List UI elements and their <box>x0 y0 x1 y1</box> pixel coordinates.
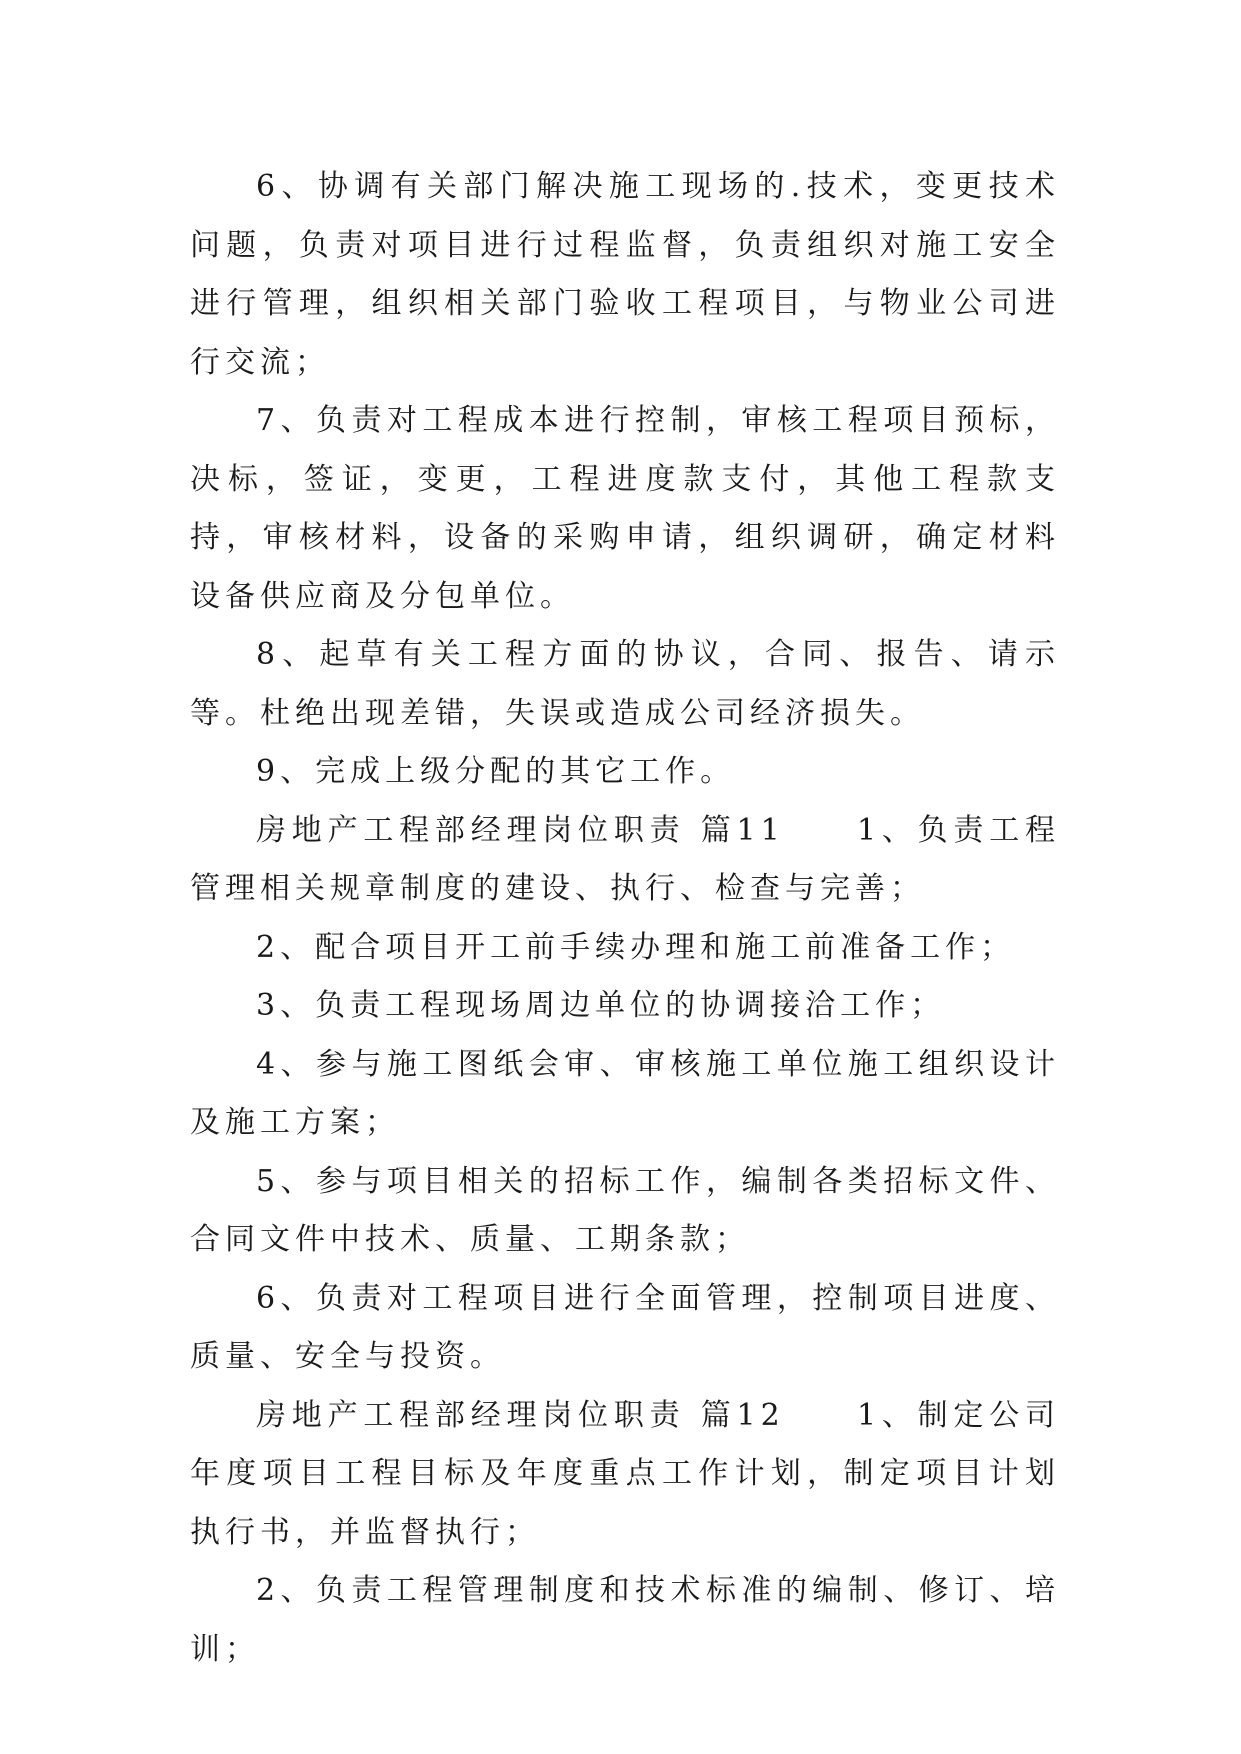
paragraph-item-2-preparation: 2、配合项目开工前手续办理和施工前准备工作； <box>256 929 1016 965</box>
paragraph-item-6-coordination: 6、协调有关部门解决施工现场的.技术，变更技术问题，负责对项目进行过程监督，负责组织对施工安全进行管理，组织相关部门验收工程项目，与物业公司进行交流； <box>190 169 1060 380</box>
paragraph-item-6-project-management: 6、负责对工程项目进行全面管理，控制项目进度、质量、安全与投资。 <box>190 1280 1060 1374</box>
paragraph-item-7-cost-control: 7、负责对工程成本进行控制，审核工程项目预标，决标，签证，变更，工程进度款支付，其他工程款支持，审核材料，设备的采购申请，组织调研，确定材料设备供应商及分包单位。 <box>190 403 1060 614</box>
paragraph-item-4-drawing-review: 4、参与施工图纸会审、审核施工单位施工组织设计及施工方案； <box>190 1046 1060 1140</box>
paragraph-item-8-drafting: 8、起草有关工程方面的协议，合同、报告、请示等。杜绝出现差错，失误或造成公司经济损失。 <box>190 637 1060 731</box>
paragraph-item-2-standards: 2、负责工程管理制度和技术标准的编制、修订、培训； <box>190 1573 1060 1667</box>
document-body <box>190 158 1060 1679</box>
paragraph-item-5-bidding: 5、参与项目相关的招标工作，编制各类招标文件、合同文件中技术、质量、工期条款； <box>190 1163 1060 1257</box>
paragraph-item-3-liaison: 3、负责工程现场周边单位的协调接洽工作； <box>256 988 946 1023</box>
paragraph-section-12-heading: 房地产工程部经理岗位职责 篇12 1、制定公司年度项目工程目标及年度重点工作计划，制定项目计划执行书，并监督执行； <box>190 1397 1060 1550</box>
paragraph-section-11-heading: 房地产工程部经理岗位职责 篇11 1、负责工程管理相关规章制度的建设、执行、检查与完善； <box>190 812 1060 906</box>
paragraph-item-9-other-work: 9、完成上级分配的其它工作。 <box>256 754 736 789</box>
